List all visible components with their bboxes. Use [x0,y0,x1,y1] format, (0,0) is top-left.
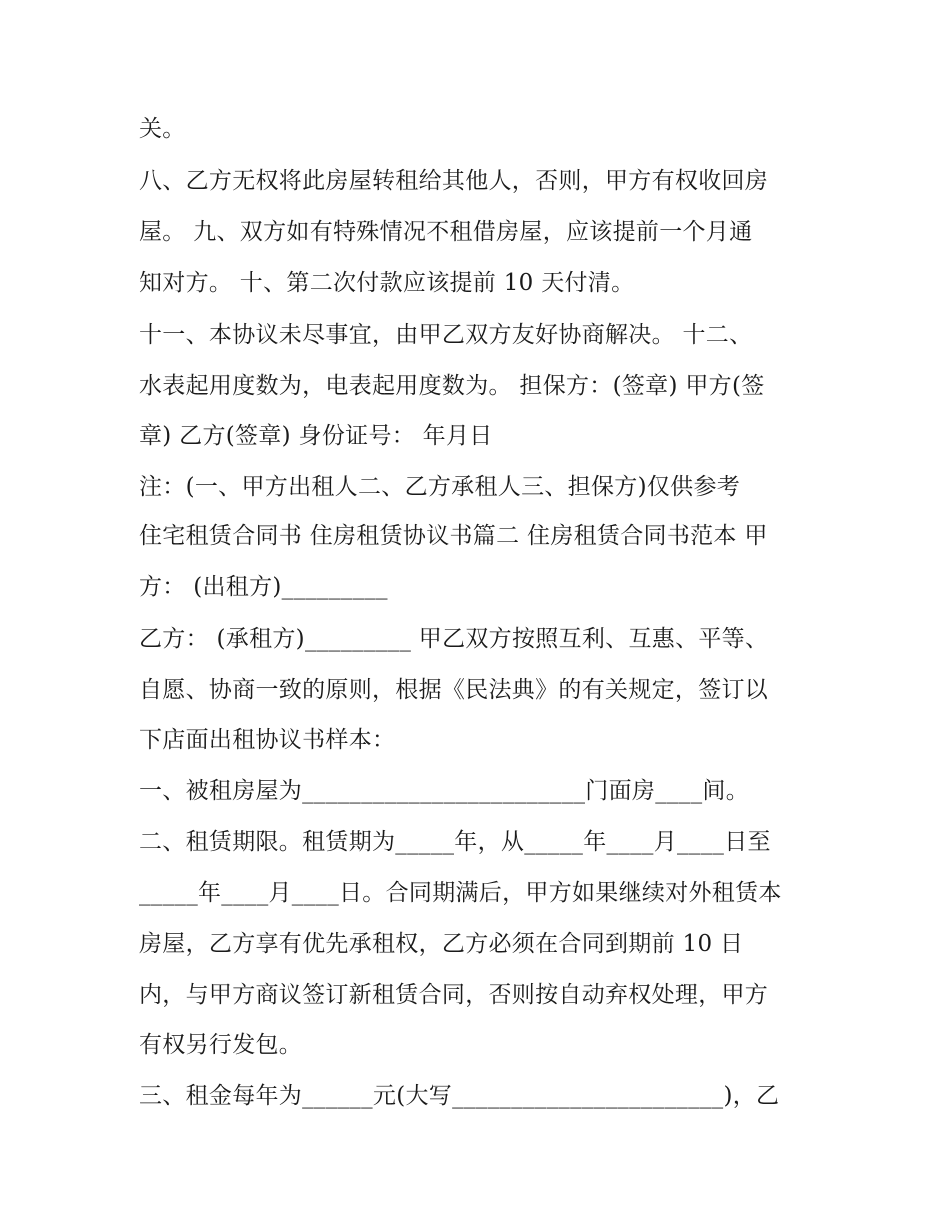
text-line: 乙方： (承租方)_________ 甲乙双方按照互利、互惠、平等、 [139,626,769,652]
text-line: 十一、本协议未尽事宜，由甲乙双方友好协商解决。 十二、 [139,322,753,348]
text-line: 下店面出租协议书样本： [139,727,396,753]
text-line: 方： (出租方)_________ [139,574,388,600]
text-line: 自愿、协商一致的原则，根据《民法典》的有关规定，签订以 [139,677,769,703]
text-line: 二、租赁期限。租赁期为_____年，从_____年____月____日至 [139,829,771,855]
text-line: 一、被租房屋为________________________门面房____间。 [139,778,749,804]
text-line: 有权另行发包。 [139,1032,303,1058]
text-line: 关。 [139,116,186,142]
text-line: 八、乙方无权将此房屋转租给其他人，否则，甲方有权收回房 [139,168,769,194]
text-line: 房屋，乙方享有优先承租权，乙方必须在合同到期前 10 日 [139,931,744,957]
text-line: 水表起用度数为，电表起用度数为。 担保方：(签章) 甲方(签 [139,373,765,399]
text-line: 屋。 九、双方如有特殊情况不租借房屋，应该提前一个月通 [139,219,753,245]
text-line: 住宅租赁合同书 住房租赁协议书篇二 住房租赁合同书范本 甲 [139,523,768,549]
text-line: 内，与甲方商议签订新租赁合同，否则按自动弃权处理，甲方 [139,982,769,1008]
text-line: 注：(一、甲方出租人二、乙方承租人三、担保方)仅供参考 [139,474,741,500]
text-line: _____年____月____日。合同期满后，甲方如果继续对外租赁本 [139,880,782,906]
text-line: 三、租金每年为______元(大写_______________________)，乙 [139,1083,780,1109]
text-line: 章) 乙方(签章) 身份证号： 年月日 [139,423,493,449]
text-line: 知对方。 十、第二次付款应该提前 10 天付清。 [139,270,635,296]
